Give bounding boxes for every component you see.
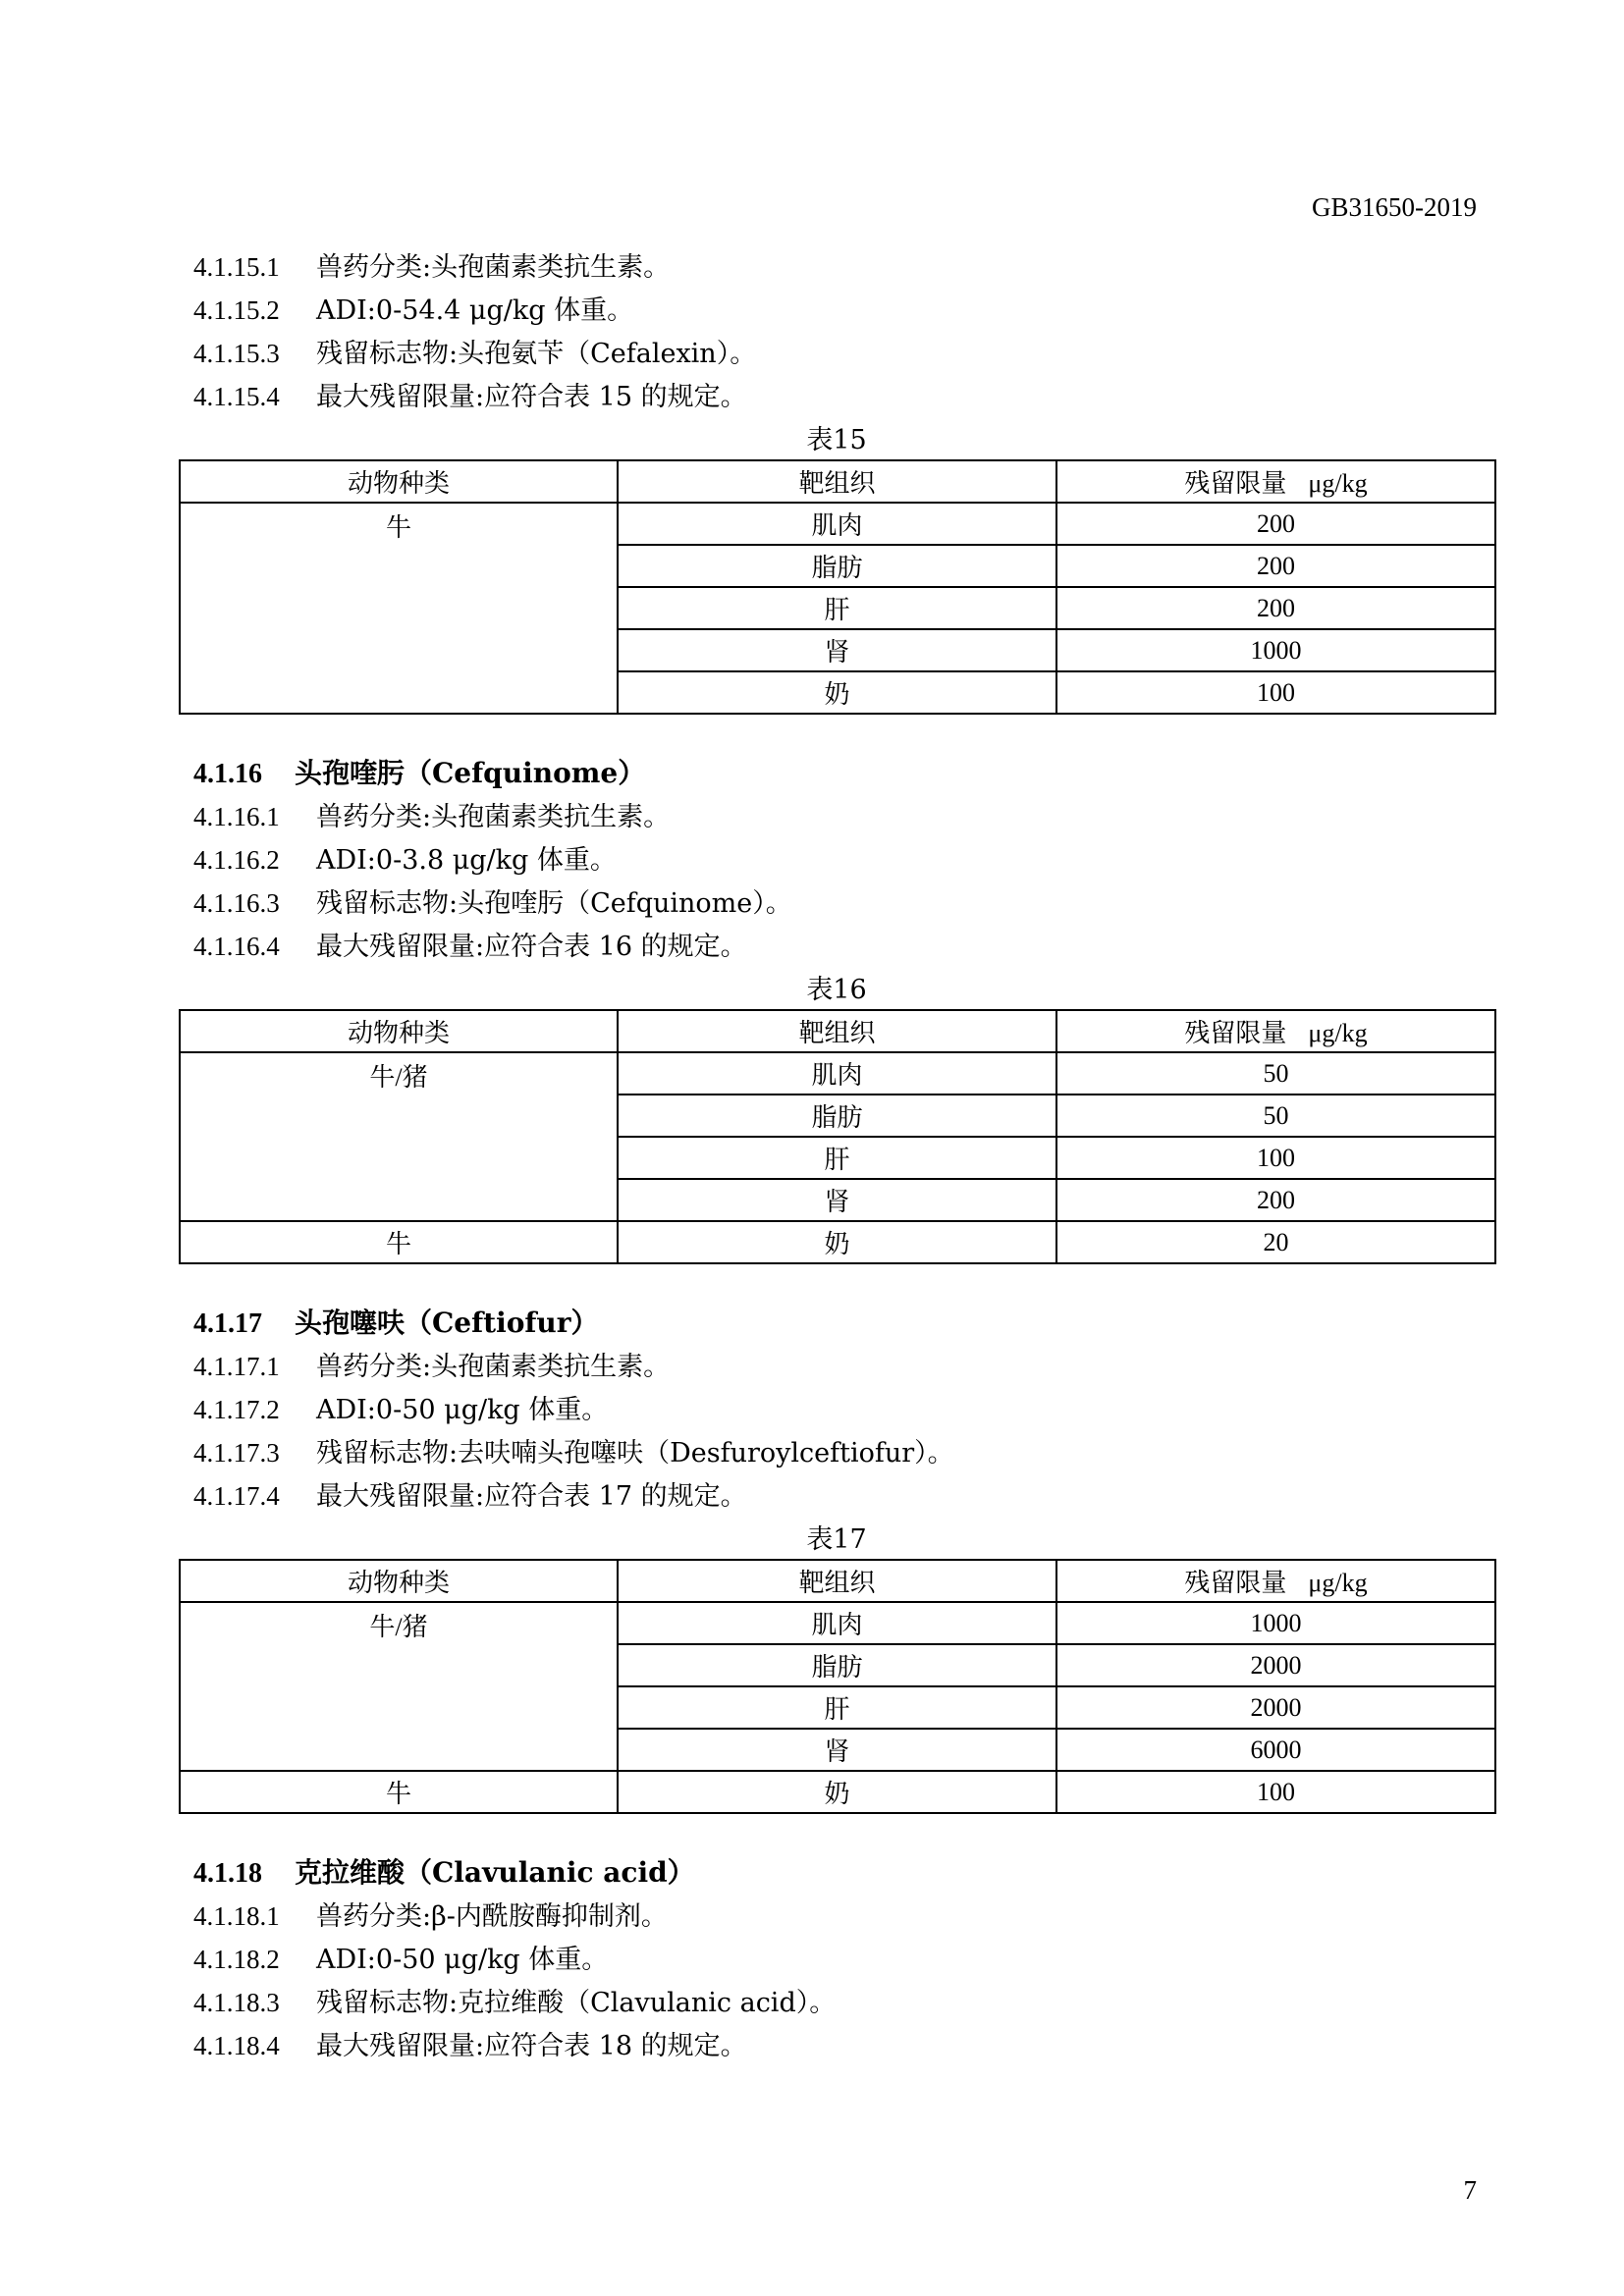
clause-text: 最大残留限量:应符合表 18 的规定。	[316, 2031, 747, 2061]
clause-text: 兽药分类:头孢菌素类抗生素。	[316, 252, 671, 283]
limit-cell: 200	[1056, 503, 1495, 545]
heading-number: 4.1.17	[193, 1308, 262, 1339]
clause-line	[179, 1981, 1494, 2024]
table-row	[180, 1771, 1495, 1813]
section-16-items	[179, 795, 1494, 968]
clause-text: 残留标志物:头孢氨苄（Cefalexin）。	[316, 339, 757, 369]
clause-number: 4.1.15.2	[193, 295, 280, 325]
table-row	[180, 1052, 1495, 1095]
limit-cell: 2000	[1056, 1644, 1495, 1686]
clause-line	[179, 1474, 1494, 1518]
header-tissue: 靶组织	[618, 1560, 1056, 1602]
table-row	[180, 1602, 1495, 1644]
limit-cell: 50	[1056, 1052, 1495, 1095]
clause-line	[179, 1938, 1494, 1981]
limit-cell: 200	[1056, 545, 1495, 587]
limit-cell: 6000	[1056, 1729, 1495, 1771]
clause-number: 4.1.16.3	[193, 888, 280, 918]
table-16	[179, 1009, 1496, 1264]
tissue-cell: 肝	[618, 1137, 1056, 1179]
clause-number: 4.1.18.4	[193, 2031, 280, 2060]
section-15-items	[179, 245, 1494, 418]
section-18-items	[179, 1895, 1494, 2067]
clause-line	[179, 1345, 1494, 1388]
clause-text: 兽药分类:头孢菌素类抗生素。	[316, 802, 671, 832]
tissue-cell: 脂肪	[618, 545, 1056, 587]
header-unit: μg/kg	[1308, 469, 1368, 498]
clause-line	[179, 2024, 1494, 2067]
tissue-cell: 肾	[618, 629, 1056, 671]
clause-number: 4.1.18.1	[193, 1901, 280, 1931]
table-15-caption: 表15	[806, 425, 867, 455]
table-row	[180, 1221, 1495, 1263]
tissue-cell: 奶	[618, 671, 1056, 714]
limit-cell: 1000	[1056, 629, 1495, 671]
document-code: GB31650-2019	[1312, 192, 1477, 222]
header-tissue: 靶组织	[618, 1010, 1056, 1052]
clause-text: 残留标志物:克拉维酸（Clavulanic acid）。	[316, 1988, 837, 2018]
heading-text: 头孢喹肟（Cefquinome）	[295, 757, 646, 789]
page-content	[179, 245, 1494, 2067]
table-16-caption: 表16	[806, 975, 867, 1005]
clause-number: 4.1.17.2	[193, 1395, 280, 1424]
tissue-cell: 肌肉	[618, 503, 1056, 545]
header-species: 动物种类	[180, 460, 618, 503]
section-18-heading	[179, 1851, 1494, 1895]
table-17	[179, 1559, 1496, 1814]
limit-cell: 100	[1056, 1137, 1495, 1179]
tissue-cell: 肝	[618, 587, 1056, 629]
section-17-heading	[179, 1302, 1494, 1345]
header-limit-label: 残留限量	[1184, 1019, 1287, 1047]
header-limit-label: 残留限量	[1184, 1569, 1287, 1597]
clause-number: 4.1.15.1	[193, 252, 280, 282]
table-15	[179, 459, 1496, 715]
clause-text: 残留标志物:头孢喹肟（Cefquinome）。	[316, 888, 792, 919]
table-row	[180, 503, 1495, 545]
heading-text: 克拉维酸（Clavulanic acid）	[295, 1856, 695, 1889]
clause-number: 4.1.17.1	[193, 1352, 280, 1381]
clause-text: ADI:0-3.8 μg/kg 体重。	[316, 845, 617, 876]
limit-cell: 20	[1056, 1221, 1495, 1263]
clause-text: 残留标志物:去呋喃头孢噻呋（Desfuroylceftiofur）。	[316, 1438, 954, 1468]
tissue-cell: 奶	[618, 1771, 1056, 1813]
clause-line	[179, 795, 1494, 838]
clause-number: 4.1.16.1	[193, 802, 280, 831]
clause-text: 最大残留限量:应符合表 17 的规定。	[316, 1481, 747, 1512]
clause-line	[179, 245, 1494, 289]
limit-cell: 100	[1056, 671, 1495, 714]
header-limit	[1056, 1010, 1495, 1052]
clause-text: 最大残留限量:应符合表 16 的规定。	[316, 932, 747, 962]
clause-line	[179, 925, 1494, 968]
clause-number: 4.1.16.4	[193, 932, 280, 961]
limit-cell: 2000	[1056, 1686, 1495, 1729]
table-header-row	[180, 1560, 1495, 1602]
tissue-cell: 肌肉	[618, 1602, 1056, 1644]
limit-cell: 50	[1056, 1095, 1495, 1137]
species-cell: 牛/猪	[180, 1052, 618, 1221]
header-limit	[1056, 460, 1495, 503]
heading-text: 头孢噻呋（Ceftiofur）	[295, 1307, 599, 1339]
clause-number: 4.1.16.2	[193, 845, 280, 875]
clause-line	[179, 375, 1494, 418]
limit-cell: 200	[1056, 1179, 1495, 1221]
clause-line	[179, 881, 1494, 925]
clause-text: 最大残留限量:应符合表 15 的规定。	[316, 382, 747, 412]
table-header-row	[180, 1010, 1495, 1052]
header-unit: μg/kg	[1308, 1569, 1368, 1597]
tissue-cell: 肌肉	[618, 1052, 1056, 1095]
tissue-cell: 脂肪	[618, 1644, 1056, 1686]
table-header-row	[180, 460, 1495, 503]
tissue-cell: 奶	[618, 1221, 1056, 1263]
clause-line	[179, 1431, 1494, 1474]
page-number: 7	[1463, 2175, 1477, 2205]
limit-cell: 200	[1056, 587, 1495, 629]
clause-text: ADI:0-50 μg/kg 体重。	[316, 1945, 609, 1975]
section-17-items	[179, 1345, 1494, 1518]
heading-number: 4.1.16	[193, 759, 262, 789]
header-species: 动物种类	[180, 1560, 618, 1602]
tissue-cell: 脂肪	[618, 1095, 1056, 1137]
header-tissue: 靶组织	[618, 460, 1056, 503]
clause-line	[179, 1895, 1494, 1938]
table-17-caption: 表17	[806, 1524, 867, 1555]
clause-number: 4.1.15.3	[193, 339, 280, 368]
limit-cell: 100	[1056, 1771, 1495, 1813]
species-cell: 牛	[180, 503, 618, 714]
header-species: 动物种类	[180, 1010, 618, 1052]
clause-number: 4.1.18.2	[193, 1945, 280, 1974]
clause-line	[179, 838, 1494, 881]
clause-text: ADI:0-50 μg/kg 体重。	[316, 1395, 609, 1425]
clause-number: 4.1.15.4	[193, 382, 280, 411]
species-cell: 牛/猪	[180, 1602, 618, 1771]
tissue-cell: 肝	[618, 1686, 1056, 1729]
header-limit-label: 残留限量	[1184, 469, 1287, 498]
clause-number: 4.1.17.3	[193, 1438, 280, 1468]
clause-number: 4.1.18.3	[193, 1988, 280, 2017]
section-16-heading	[179, 752, 1494, 795]
limit-cell: 1000	[1056, 1602, 1495, 1644]
clause-line	[179, 332, 1494, 375]
tissue-cell: 肾	[618, 1179, 1056, 1221]
header-unit: μg/kg	[1308, 1019, 1368, 1047]
species-cell: 牛	[180, 1771, 618, 1813]
tissue-cell: 肾	[618, 1729, 1056, 1771]
species-cell: 牛	[180, 1221, 618, 1263]
clause-text: 兽药分类:头孢菌素类抗生素。	[316, 1352, 671, 1382]
header-limit	[1056, 1560, 1495, 1602]
clause-text: ADI:0-54.4 μg/kg 体重。	[316, 295, 634, 326]
clause-text: 兽药分类:β-内酰胺酶抑制剂。	[316, 1901, 668, 1932]
clause-number: 4.1.17.4	[193, 1481, 280, 1511]
heading-number: 4.1.18	[193, 1858, 262, 1889]
clause-line	[179, 289, 1494, 332]
clause-line	[179, 1388, 1494, 1431]
